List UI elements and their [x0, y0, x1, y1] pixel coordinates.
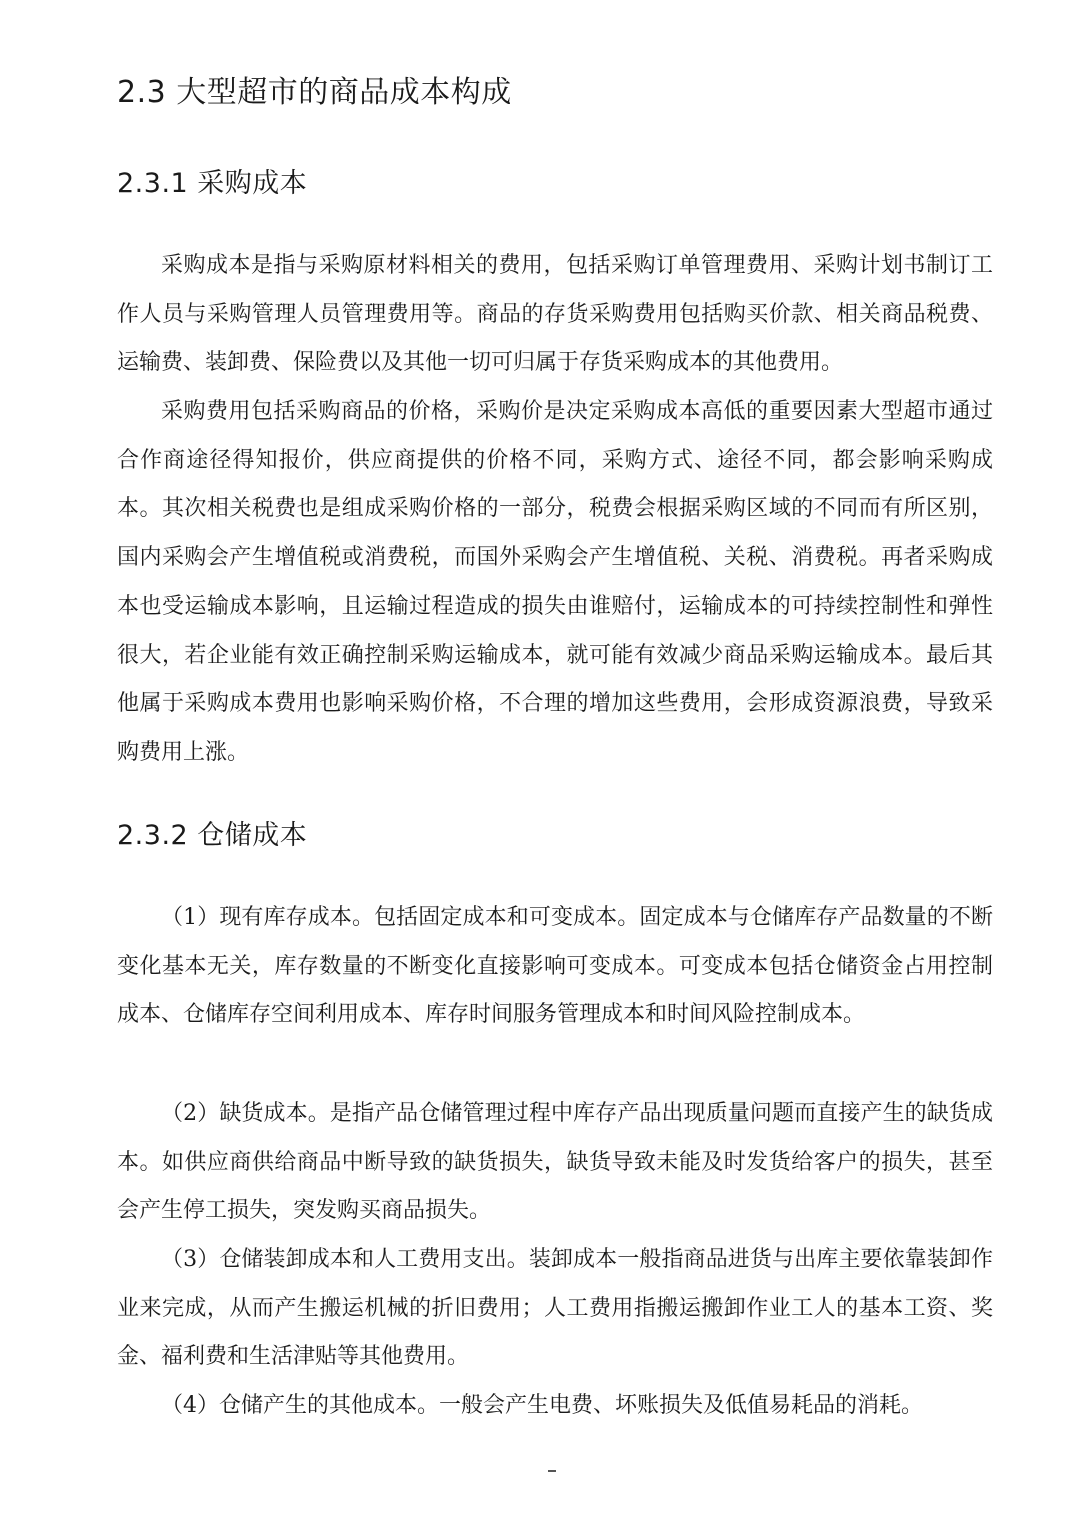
section-heading: 2.3 大型超市的商品成本构成	[117, 75, 512, 110]
subsection-heading-storage-cost: 2.3.2 仓储成本	[117, 820, 308, 851]
page-footer-mark	[548, 1470, 556, 1472]
paragraph: 采购成本是指与采购原材料相关的费用，包括采购订单管理费用、采购计划书制订工作人员与采购管理人员管理费用等。商品的存货采购费用包括购买价款、相关商品税费、运输费、装卸费、保险费以及其他一切可归属于存货采购成本的其他费用。	[117, 253, 993, 376]
paragraph: （3）仓储装卸成本和人工费用支出。装卸成本一般指商品进货与出库主要依靠装卸作业来完成，从而产生搬运机械的折旧费用；人工费用指搬运搬卸作业工人的基本工资、奖金、福利费和生活津贴等其他费用。	[117, 1247, 993, 1370]
paragraph: （4）仓储产生的其他成本。一般会产生电费、坏账损失及低值易耗品的消耗。	[161, 1393, 923, 1418]
subsection-heading-purchase-cost: 2.3.1 采购成本	[117, 168, 308, 199]
paragraph: （2）缺货成本。是指产品仓储管理过程中库存产品出现质量问题而直接产生的缺货成本。如供应商供给商品中断导致的缺货损失，缺货导致未能及时发货给客户的损失，甚至会产生停工损失，突发购买商品损失。	[117, 1101, 993, 1224]
paragraph: （1）现有库存成本。包括固定成本和可变成本。固定成本与仓储库存产品数量的不断变化基本无关，库存数量的不断变化直接影响可变成本。可变成本包括仓储资金占用控制成本、仓储库存空间利用成本、库存时间服务管理成本和时间风险控制成本。	[117, 905, 993, 1028]
paragraph: 采购费用包括采购商品的价格，采购价是决定采购成本高低的重要因素大型超市通过合作商途径得知报价，供应商提供的价格不同，采购方式、途径不同，都会影响采购成本。其次相关税费也是组成采购价格的一部分，税费会根据采购区域的不同而有所区别，国内采购会产生增值税或消费税，而国外采购会产生增值税、关税、消费税。再者采购成本也受运输成本影响，且运输过程造成的损失由谁赔付，运输成本的可持续控制性和弹性很大，若企业能有效正确控制采购运输成本，就可能有效减少商品采购运输成本。最后其他属于采购成本费用也影响采购价格，不合理的增加这些费用，会形成资源浪费，导致采购费用上涨。	[117, 399, 993, 765]
